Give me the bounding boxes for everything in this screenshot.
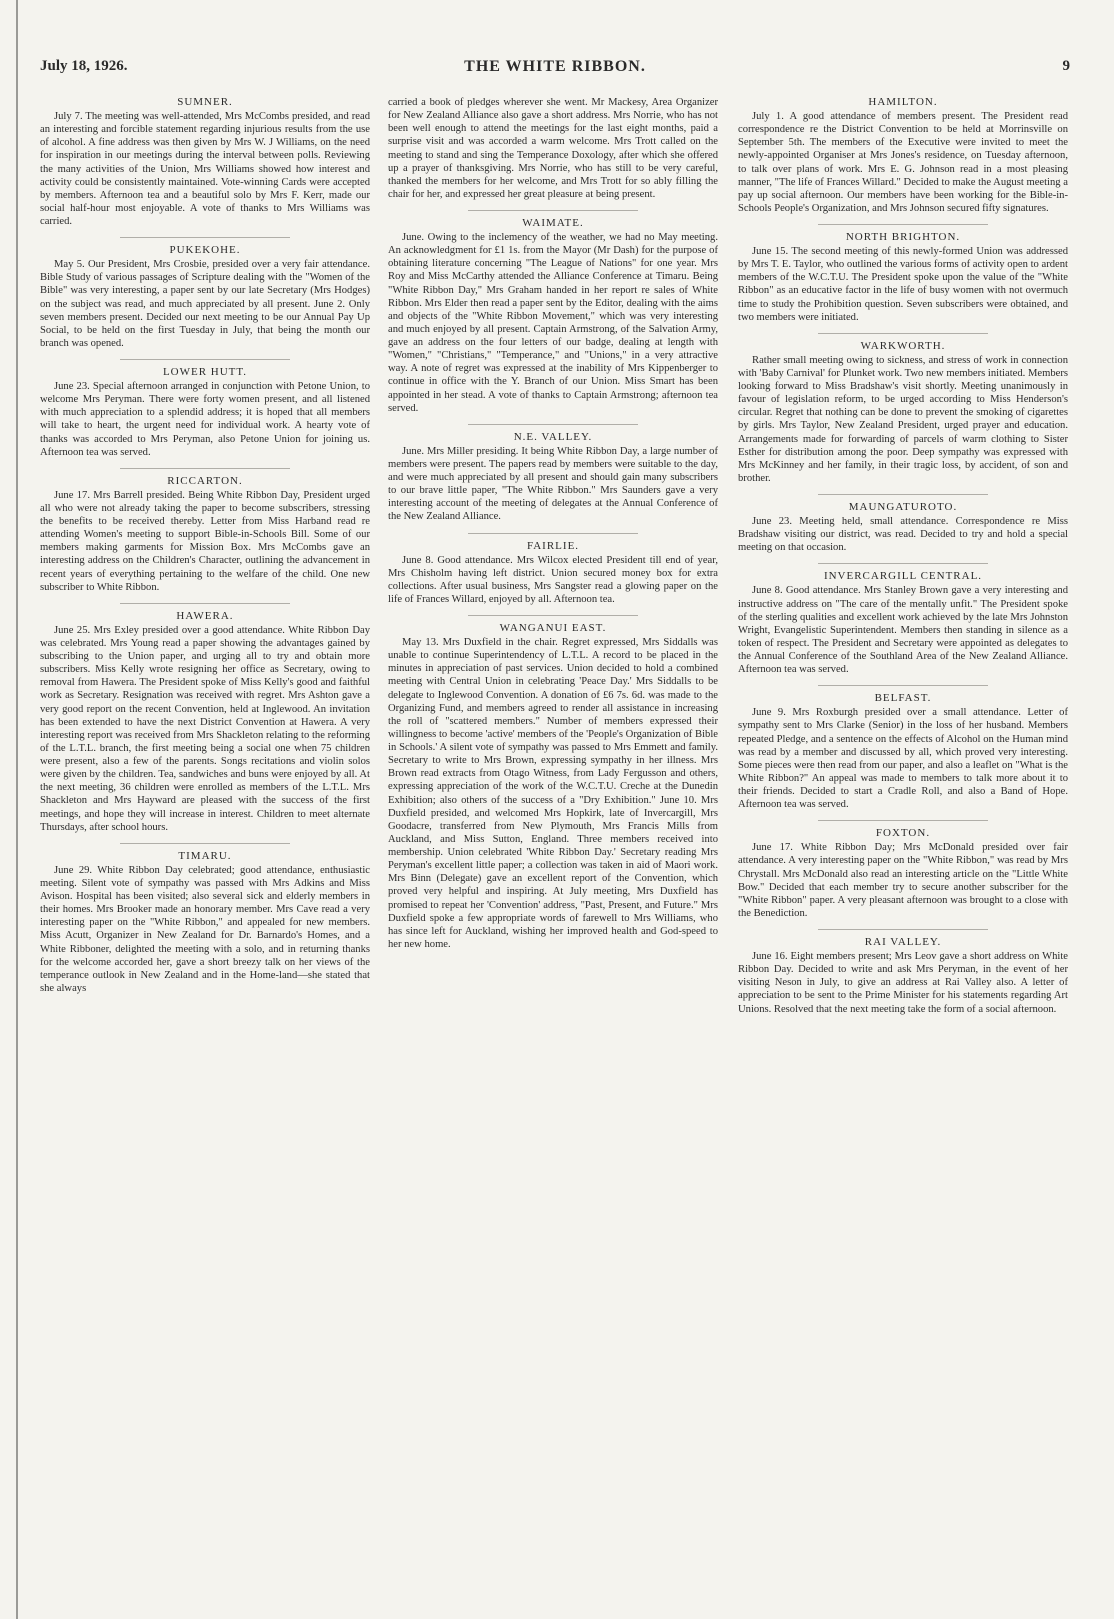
section-divider [120, 237, 290, 238]
report-section [388, 540, 718, 607]
section-heading: FOXTON. [875, 827, 931, 840]
section-body: June 9. Mrs Roxburgh presided over a small attendance. Letter of sympathy sent to Mrs Clarke (Senior) in the loss of her husband. Members repeated Pledge, and a sentence on the effects of Alcohol on the Human mind was read by a member and discussed by all, which proved very interesting. Some pieces were then read from our paper, and also a leaflet on "What is the White Ribbon?" An appeal was made to members to talk more about it to their friends. Decided to start a Cradle Roll, and also a Band of Hope. Afternoon tea was served. [738, 707, 1068, 811]
page-header [40, 58, 1070, 80]
section-heading: INVERCARGILL CENTRAL. [823, 570, 983, 583]
report-section [388, 217, 718, 415]
section-divider [468, 615, 638, 616]
section-body: June. Owing to the inclemency of the weather, we had no May meeting. An acknowledgment for £1 1s. from the Mayor (Mr Dash) for the purpose of obtaining literature concerning "The League of Nations" for one year. Mrs Roy and Miss McCarthy attended the Alliance Conference at Timaru. Being "White Ribbon Day," Mrs Graham handed in her report re sales of White Ribbon. Mrs Elder then read a paper sent by the Editor, dealing with the aims and objects of the "White Ribbon Movement," which was very interesting and much enjoyed by all present. Captain Armstrong, of the Salvation Army, gave an address on the four letters of our badge, dealing at length with "Women," "Christians," "Temperance," and "Unions," in a very attractive way. A note of regret was expressed at the inability of Mrs Kippenberger to continue in office with the Y. Branch of our Union. Miss Smart has been appointed in her stead. A vote of thanks to Captain Armstrong; afternoon tea served. [388, 232, 718, 414]
section-divider [818, 563, 988, 564]
report-section [40, 244, 370, 350]
section-heading: LOWER HUTT. [162, 366, 248, 378]
section-body: June 17. White Ribbon Day; Mrs McDonald presided over fair attendance. A very interesting paper on the "White Ribbon," was read by Mrs Chrystall. Mrs McDonald also read an interesting article on the "Little White Bow." Decided that each member try to secure another subscriber for the "White Ribbon" paper. A very pleasant afternoon was brought to a close with the Benediction. [738, 842, 1068, 919]
section-heading: SUMNER. [177, 96, 233, 108]
report-section [738, 827, 1068, 920]
issue-date: July 18, 1926. [40, 58, 128, 74]
report-section [388, 96, 718, 201]
section-heading: WARKWORTH. [860, 339, 946, 352]
report-section [738, 96, 1068, 215]
report-section [40, 610, 370, 834]
report-section [388, 431, 718, 524]
section-body: June 8. Good attendance. Mrs Wilcox elected President till end of year, Mrs Chisholm having left district. Union secured money box for extra collections. After usual business, Mrs Sangster read a glowing paper on the life of Frances Willard, enjoyed by all. Afternoon tea. [388, 554, 718, 605]
section-divider [818, 820, 988, 821]
section-body: July 1. A good attendance of members present. The President read correspondence re the District Convention to be held at Morrinsville on September 5th. The members of the Executive were invited to meet the newly-appointed Organiser at Mrs Jones's residence, on Tuesday afternoon, to talk over plans of work. Mrs E. G. Johnson read in a most pleasing manner, "The life of Frances Willard." Decided to make the August meeting a pay up social afternoon. Our members have been working for the Bible-in-Schools People's Organization, and Mrs Johnson secured fifty signatures. [738, 111, 1068, 214]
binding-edge [16, 0, 18, 1619]
report-section [738, 231, 1068, 324]
section-body: June 17. Mrs Barrell presided. Being White Ribbon Day, President urged all who were not already taking the paper to become subscribers, stressing the benefits to be received thereby. Letter from Miss Harband read re attending Women's meeting to support Bible-in-Schools Bill. Some of our members making garments for Mission Box. Mrs McCombs gave an interesting address on the Children's Character, outlining the advancement in recent years of everything pertaining to the welfare of the child. One new subscriber to White Ribbon. [40, 489, 370, 593]
page-number: 9 [1062, 58, 1070, 74]
section-heading: WANGANUI EAST. [499, 622, 607, 634]
section-body: June. Mrs Miller presiding. It being White Ribbon Day, a large number of members were present. The papers read by members were suitable to the day, and were much appreciated by all present and should gain many subscribers to our brave little paper, "The White Ribbon." Mrs Saunders gave a very interesting account of the meeting of delegates at the Annual Conference of the New Zealand Alliance. [388, 445, 718, 523]
section-heading: BELFAST. [874, 692, 932, 705]
section-divider [818, 494, 988, 495]
report-section [40, 366, 370, 459]
section-divider [468, 533, 638, 534]
section-body: June 25. Mrs Exley presided over a good attendance. White Ribbon Day was celebrated. Mrs Young read a paper showing the advantages gained by subscribing to the Union paper, and urging all to try and obtain more subscribers. Miss Kelly wrote resigning her office as Secretary, owing to removal from Hawera. The President spoke of Miss Kelly's good and faithful work as Secretary. Resignation was received with regret. Mrs Ashton gave a very good report on the recent Convention, held at Inglewood. An invitation has been extended to have the next District Convention at Hawera. A very interesting report was received from Mrs Shackleton relating to the reforming of the L.T.L. branch, the first meeting being a social one when 75 children were present, also a few of the parents. Songs recitations and violin solos were given by the children. Tea, sandwiches and buns were enjoyed by all. At the next meeting, 36 children were enrolled as members of the L.T.L. Mrs Shackleton and Mrs Hayward are pleased with the success of the first meetings, and hope they will increase in interest. Children to meet alternate Thursdays, after school hours. [40, 624, 370, 833]
column-3 [738, 96, 1068, 1596]
section-divider [120, 843, 290, 844]
section-divider [818, 224, 988, 225]
section-heading: N.E. VALLEY. [513, 430, 593, 443]
report-section [738, 936, 1068, 1016]
section-divider [120, 468, 290, 469]
report-section [40, 475, 370, 594]
section-heading: TIMARU. [178, 849, 232, 862]
report-section [40, 96, 370, 228]
section-heading: RAI VALLEY. [864, 936, 942, 948]
section-heading: FAIRLIE. [526, 539, 580, 552]
section-divider [120, 603, 290, 604]
section-body: June 16. Eight members present; Mrs Leov gave a short address on White Ribbon Day. Decided to write and ask Mrs Peryman, in the event of her visiting Neson in July, to give an address at Rai Valley also. A letter of appreciation to be sent to the Prime Minister for his statements regarding Art Unions. Resolved that the next meeting take the form of a social afternoon. [738, 951, 1068, 1015]
section-body: May 5. Our President, Mrs Crosbie, presided over a very fair attendance. Bible Study of various passages of Scripture dealing with the "Women of the Bible" was very interesting, a paper sent by our late Secretary (Mrs Hodges) on the subject was read, and much appreciated by all present. June 2. Only seven members present. Decided our next meeting to be our Annual Pay Up Social, to be held on the first Tuesday in July, that being the month our branch was opened. [40, 259, 370, 349]
column-2 [388, 96, 718, 1596]
column-1 [40, 96, 370, 1596]
section-heading: MAUNGATUROTO. [848, 501, 958, 513]
section-heading: HAMILTON. [868, 96, 938, 108]
report-section [738, 570, 1068, 676]
section-body: June 23. Meeting held, small attendance. Correspondence re Miss Bradshaw visiting our district, was read. Decided to try and hold a special meeting on that occasion. [738, 516, 1068, 554]
section-body: May 13. Mrs Duxfield in the chair. Regret expressed, Mrs Siddalls was unable to continue Superintendency of L.T.L. A record to be placed in the minutes in appreciation of past services. Union decided to hold a combined meeting with Central Union in celebrating 'Peace Day.' Mrs Siddalls to be delegate to Inglewood Convention. A donation of £6 7s. 6d. was made to the Organizing Fund, and members agreed to render all assistance in increasing the roll of "scattered members." Number of members expressed their willingness to become 'active' members of the 'People's Organization of Bible in Schools.' A silent vote of sympathy was passed to Mrs Emmett and family. Secretary to write to Mrs Brown, expressing sympathy in her illness. Mrs Brown read extracts from Otago Witness, from Lady Fergusson and others, expressing appreciation of the work of the W.C.T.U. Creche at the Dunedin Exhibition; also others of the success of a "Dry Exhibition." June 10. Mrs Duxfield presided, and welcomed Mrs Hopkirk, late of Invercargill, Mrs Goodacre, transferred from New Plymouth, Mrs Francis Mills from Auckland, and Miss Sutton, England. Three members received into membership. Union celebrated 'White Ribbon Day.' Secretary reading Mrs Peryman's excellent little paper; a collection was taken in aid of Maori work. Mrs Binn (Delegate) gave an excellent report of the Convention, which proved very helpful and inspiring. At July meeting, Mrs Duxfield has promised to repeat her 'Convention' address, "Past, Present, and Future." Mrs Duxfield spoke a few appropriate words of farewell to Mrs Williams, who has since left for Auckland, wishing her improved health and God-speed to her new home. [388, 637, 718, 950]
report-section [738, 692, 1068, 811]
section-heading: WAIMATE. [522, 217, 584, 229]
section-divider [818, 929, 988, 930]
section-body: June 8. Good attendance. Mrs Stanley Brown gave a very interesting and instructive address on "The care of the mentally unfit." The President spoke of the sterling qualities and excellent work achieved by the late Mrs Johnston Wright, Evangelistic Superintendent. Members then standing in silence as a token of respect. The President and Secretary were appointed as delegates to the Annual Conference of the Southland Area of the New Zealand Alliance. Afternoon tea was served. [738, 585, 1068, 676]
section-heading: PUKEKOHE. [169, 244, 241, 257]
section-divider [468, 210, 638, 211]
section-body: Rather small meeting owing to sickness, and stress of work in connection with 'Baby Carnival' for Plunket work. Two new members initiated. Members looking forward to Miss Bradshaw's visit shortly. Meeting unanimously in favour of legislation reform, to be urged according to Miss Henderson's circular. Regret that nothing can be done to prevent the smoking of cigarettes by girls. Mrs Taylor, New Zealand President, urged prayer and education. Arrangements made for forwarding of parcels of warm clothing to Sister Esther for distribution among the poor. Deep sympathy was expressed with Mrs McKinney and her family, in their tragic loss, by accident, of son and brother. [738, 354, 1068, 484]
section-divider [818, 333, 988, 334]
report-section [738, 340, 1068, 485]
section-divider [468, 424, 638, 425]
section-heading: HAWERA. [176, 609, 234, 622]
section-body: June 15. The second meeting of this newly-formed Union was addressed by Mrs T. E. Taylor, who outlined the various forms of activity open to ardent members of the W.C.T.U. The President spoke upon the value of the "White Ribbon" as an educative factor in the life of busy women with not overmuch time to study the Prohibition question. Seven subscribers were obtained, and two members were initiated. [738, 246, 1068, 323]
section-heading: NORTH BRIGHTON. [845, 231, 961, 243]
masthead-title: THE WHITE RIBBON. [464, 58, 646, 75]
report-section [388, 622, 718, 951]
section-body: July 7. The meeting was well-attended, Mrs McCombs presided, and read an interesting and forcible statement regarding injurious results from the use of alcohol. A fine address was then given by Mrs W. J Williams, on the need for inspiration in our meetings during the interval between polls. Reviewing the many activities of the Union, Mrs Williams showed how interest and activity could be consistently maintained. Vote-winning Cards were accepted by members. Afternoon tea and a beautiful solo by Mrs F. Kerr, made our social half-hour most enjoyable. A vote of thanks to Mrs Williams was carried. [40, 111, 370, 227]
section-heading: RICCARTON. [167, 474, 243, 487]
section-body: carried a book of pledges wherever she went. Mr Mackesy, Area Organizer for New Zealand Alliance also gave a short address. Mrs Norrie, who has not been well enough to attend the meetings for the last eight months, paid a surprise visit and was accorded a warm welcome. Mrs Trott called on the meeting to stand and sing the Temperance Doxology, after which she offered up a prayer of thanksgiving. Mrs Norrie, who has still to be very careful, thanked the members for her welcome, and Mrs Trott for so ably filling the chair for her, and expressed her great pleasure at being present. [388, 97, 718, 200]
report-section [40, 850, 370, 995]
section-divider [818, 685, 988, 686]
section-divider [120, 359, 290, 360]
section-body: June 23. Special afternoon arranged in conjunction with Petone Union, to welcome Mrs Peryman. There were forty women present, and all listened with much appreciation to a splendid address; it is hoped that all members will take to heart, the urgent need for individual work. A hearty vote of thanks was accorded to Mrs Peryman, also Petone Union for joining us. Afternoon tea was served. [40, 381, 370, 458]
section-body: June 29. White Ribbon Day celebrated; good attendance, enthusiastic meeting. Silent vote of sympathy was passed with Mrs Adkins and Miss Avison. Hospital has been visited; also several sick and elderly members in their homes. Mrs Brooker made an honorary member. Mrs Cave read a very interesting paper on the "White Ribbon," and appealed for new members. Miss Acutt, Organizer in New Zealand for Dr. Barnardo's Homes, and a White Ribboner, delighted the meeting with a solo, and in returning thanks for the welcome accorded her, gave a short breezy talk on her views of the temperance outlook in New Zealand and in the Home-land—she stated that she always [40, 864, 370, 994]
report-section [738, 501, 1068, 554]
